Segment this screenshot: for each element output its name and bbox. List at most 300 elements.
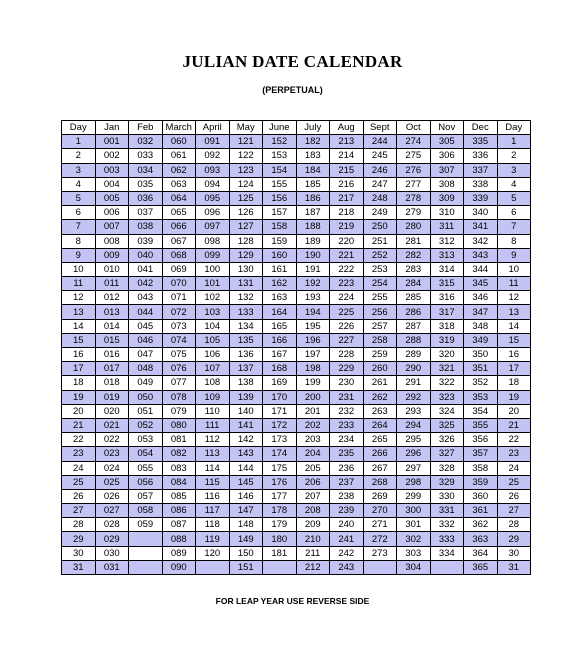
julian-day-cell: 324 <box>430 404 464 418</box>
julian-day-cell: 323 <box>430 390 464 404</box>
julian-day-cell: 165 <box>263 319 297 333</box>
julian-day-cell: 016 <box>95 348 129 362</box>
julian-day-cell: 080 <box>162 418 196 432</box>
julian-day-cell: 203 <box>296 433 330 447</box>
day-cell: 3 <box>497 163 531 177</box>
julian-day-cell: 309 <box>430 191 464 205</box>
julian-day-cell: 139 <box>229 390 263 404</box>
julian-day-cell: 347 <box>464 305 498 319</box>
table-row <box>62 277 531 291</box>
julian-day-cell: 219 <box>330 220 364 234</box>
julian-day-cell: 244 <box>363 135 397 149</box>
julian-day-cell: 200 <box>296 390 330 404</box>
julian-day-cell: 327 <box>430 447 464 461</box>
julian-day-cell: 283 <box>397 262 431 276</box>
julian-day-cell: 286 <box>397 305 431 319</box>
julian-day-cell: 176 <box>263 475 297 489</box>
julian-day-cell: 168 <box>263 362 297 376</box>
day-cell: 31 <box>62 560 96 574</box>
julian-day-cell <box>129 560 163 574</box>
julian-day-cell: 241 <box>330 532 364 546</box>
julian-day-cell: 132 <box>229 291 263 305</box>
day-cell: 9 <box>62 248 96 262</box>
julian-day-cell: 082 <box>162 447 196 461</box>
julian-day-cell: 364 <box>464 546 498 560</box>
julian-day-cell: 135 <box>229 333 263 347</box>
julian-day-cell: 298 <box>397 475 431 489</box>
column-header: Aug <box>330 121 364 135</box>
julian-day-cell: 015 <box>95 333 129 347</box>
day-cell: 17 <box>62 362 96 376</box>
julian-day-cell: 024 <box>95 461 129 475</box>
julian-day-cell: 077 <box>162 376 196 390</box>
julian-day-cell: 073 <box>162 319 196 333</box>
julian-day-cell: 121 <box>229 135 263 149</box>
julian-day-cell: 152 <box>263 135 297 149</box>
julian-day-cell: 164 <box>263 305 297 319</box>
julian-day-cell: 028 <box>95 518 129 532</box>
day-cell: 18 <box>497 376 531 390</box>
julian-day-cell: 210 <box>296 532 330 546</box>
julian-day-cell: 242 <box>330 546 364 560</box>
julian-day-cell: 316 <box>430 291 464 305</box>
julian-day-cell: 127 <box>229 220 263 234</box>
julian-day-cell: 182 <box>296 135 330 149</box>
julian-day-cell: 194 <box>296 305 330 319</box>
julian-day-cell: 173 <box>263 433 297 447</box>
julian-day-cell: 119 <box>196 532 230 546</box>
julian-day-cell: 017 <box>95 362 129 376</box>
julian-day-cell: 340 <box>464 206 498 220</box>
julian-day-cell: 267 <box>363 461 397 475</box>
calendar-subtitle: (PERPETUAL) <box>262 85 323 95</box>
julian-day-cell: 161 <box>263 262 297 276</box>
julian-day-cell: 207 <box>296 489 330 503</box>
julian-day-cell: 151 <box>229 560 263 574</box>
day-cell: 5 <box>62 191 96 205</box>
julian-day-cell: 013 <box>95 305 129 319</box>
julian-day-cell: 002 <box>95 149 129 163</box>
julian-day-cell: 266 <box>363 447 397 461</box>
julian-day-cell: 036 <box>129 191 163 205</box>
julian-day-cell: 193 <box>296 291 330 305</box>
julian-day-cell: 112 <box>196 433 230 447</box>
julian-day-cell: 349 <box>464 333 498 347</box>
julian-day-cell: 130 <box>229 262 263 276</box>
julian-day-cell: 156 <box>263 191 297 205</box>
day-cell: 22 <box>497 433 531 447</box>
day-cell: 6 <box>62 206 96 220</box>
julian-day-cell: 292 <box>397 390 431 404</box>
julian-day-cell: 269 <box>363 489 397 503</box>
julian-day-cell: 062 <box>162 163 196 177</box>
julian-day-cell: 354 <box>464 404 498 418</box>
julian-day-cell: 288 <box>397 333 431 347</box>
julian-day-cell: 021 <box>95 418 129 432</box>
julian-day-cell: 333 <box>430 532 464 546</box>
julian-day-cell: 134 <box>229 319 263 333</box>
julian-day-cell: 297 <box>397 461 431 475</box>
table-row <box>62 560 531 574</box>
julian-day-cell: 189 <box>296 234 330 248</box>
day-cell: 10 <box>497 262 531 276</box>
table-row <box>62 404 531 418</box>
julian-day-cell: 240 <box>330 518 364 532</box>
julian-day-cell: 227 <box>330 333 364 347</box>
julian-day-cell: 056 <box>129 475 163 489</box>
julian-day-cell: 157 <box>263 206 297 220</box>
day-cell: 16 <box>62 348 96 362</box>
julian-day-cell: 129 <box>229 248 263 262</box>
julian-day-cell: 184 <box>296 163 330 177</box>
julian-day-cell: 006 <box>95 206 129 220</box>
julian-day-cell: 175 <box>263 461 297 475</box>
table-row <box>62 191 531 205</box>
day-cell: 21 <box>497 418 531 432</box>
julian-day-cell: 105 <box>196 333 230 347</box>
day-cell: 18 <box>62 376 96 390</box>
column-header: March <box>162 121 196 135</box>
julian-day-cell: 041 <box>129 262 163 276</box>
julian-day-cell: 123 <box>229 163 263 177</box>
day-cell: 23 <box>497 447 531 461</box>
julian-day-cell: 067 <box>162 234 196 248</box>
julian-day-cell: 191 <box>296 262 330 276</box>
julian-day-cell: 329 <box>430 475 464 489</box>
julian-day-cell: 229 <box>330 362 364 376</box>
day-cell: 12 <box>497 291 531 305</box>
table-row <box>62 433 531 447</box>
julian-day-cell: 361 <box>464 504 498 518</box>
table-row <box>62 305 531 319</box>
julian-day-cell: 246 <box>363 163 397 177</box>
julian-day-cell: 012 <box>95 291 129 305</box>
julian-day-cell: 131 <box>229 277 263 291</box>
julian-day-cell: 033 <box>129 149 163 163</box>
julian-day-cell: 248 <box>363 191 397 205</box>
julian-day-cell: 313 <box>430 248 464 262</box>
julian-day-cell: 128 <box>229 234 263 248</box>
julian-day-cell: 049 <box>129 376 163 390</box>
julian-date-table <box>61 120 531 575</box>
julian-day-cell: 201 <box>296 404 330 418</box>
julian-day-cell: 257 <box>363 319 397 333</box>
table-row <box>62 532 531 546</box>
julian-day-cell: 345 <box>464 277 498 291</box>
table-row <box>62 163 531 177</box>
julian-day-cell: 348 <box>464 319 498 333</box>
day-cell: 9 <box>497 248 531 262</box>
julian-day-cell: 039 <box>129 234 163 248</box>
julian-day-cell: 277 <box>397 177 431 191</box>
julian-day-cell: 275 <box>397 149 431 163</box>
day-cell: 30 <box>62 546 96 560</box>
julian-day-cell: 029 <box>95 532 129 546</box>
julian-day-cell: 199 <box>296 376 330 390</box>
julian-day-cell: 263 <box>363 404 397 418</box>
julian-day-cell: 299 <box>397 489 431 503</box>
julian-day-cell: 094 <box>196 177 230 191</box>
julian-day-cell: 003 <box>95 163 129 177</box>
day-cell: 2 <box>497 149 531 163</box>
column-header: Feb <box>129 121 163 135</box>
julian-day-cell: 074 <box>162 333 196 347</box>
julian-day-cell: 234 <box>330 433 364 447</box>
column-header: Jan <box>95 121 129 135</box>
day-cell: 1 <box>497 135 531 149</box>
julian-day-cell: 117 <box>196 504 230 518</box>
julian-day-cell: 183 <box>296 149 330 163</box>
julian-day-cell: 108 <box>196 376 230 390</box>
julian-day-cell: 169 <box>263 376 297 390</box>
julian-day-cell: 325 <box>430 418 464 432</box>
julian-day-cell: 071 <box>162 291 196 305</box>
julian-day-cell: 231 <box>330 390 364 404</box>
julian-day-cell: 308 <box>430 177 464 191</box>
julian-day-cell: 307 <box>430 163 464 177</box>
julian-day-cell: 045 <box>129 319 163 333</box>
julian-day-cell: 154 <box>263 163 297 177</box>
julian-day-cell: 163 <box>263 291 297 305</box>
julian-day-cell: 019 <box>95 390 129 404</box>
julian-day-cell: 138 <box>229 376 263 390</box>
julian-day-cell: 060 <box>162 135 196 149</box>
table-row <box>62 376 531 390</box>
julian-day-cell: 007 <box>95 220 129 234</box>
julian-day-cell: 150 <box>229 546 263 560</box>
table-row <box>62 489 531 503</box>
julian-day-cell: 111 <box>196 418 230 432</box>
julian-day-cell: 215 <box>330 163 364 177</box>
julian-day-cell: 271 <box>363 518 397 532</box>
julian-day-cell: 072 <box>162 305 196 319</box>
julian-day-cell: 106 <box>196 348 230 362</box>
day-cell: 29 <box>497 532 531 546</box>
julian-day-cell: 322 <box>430 376 464 390</box>
day-cell: 19 <box>497 390 531 404</box>
julian-day-cell: 212 <box>296 560 330 574</box>
julian-day-cell: 147 <box>229 504 263 518</box>
day-cell: 23 <box>62 447 96 461</box>
julian-day-cell: 300 <box>397 504 431 518</box>
julian-day-cell: 274 <box>397 135 431 149</box>
day-cell: 7 <box>497 220 531 234</box>
julian-day-cell: 312 <box>430 234 464 248</box>
table-row <box>62 518 531 532</box>
julian-day-cell: 120 <box>196 546 230 560</box>
julian-day-cell: 315 <box>430 277 464 291</box>
column-header: May <box>229 121 263 135</box>
julian-day-cell: 032 <box>129 135 163 149</box>
julian-day-cell: 306 <box>430 149 464 163</box>
julian-day-cell: 110 <box>196 404 230 418</box>
julian-day-cell: 133 <box>229 305 263 319</box>
table-row <box>62 546 531 560</box>
julian-day-cell: 090 <box>162 560 196 574</box>
julian-day-cell: 172 <box>263 418 297 432</box>
day-cell: 8 <box>62 234 96 248</box>
julian-day-cell: 034 <box>129 163 163 177</box>
julian-day-cell: 255 <box>363 291 397 305</box>
julian-day-cell: 256 <box>363 305 397 319</box>
julian-day-cell: 213 <box>330 135 364 149</box>
julian-day-cell: 053 <box>129 433 163 447</box>
julian-day-cell: 197 <box>296 348 330 362</box>
julian-day-cell: 357 <box>464 447 498 461</box>
julian-day-cell: 020 <box>95 404 129 418</box>
julian-day-cell: 351 <box>464 362 498 376</box>
julian-day-cell: 048 <box>129 362 163 376</box>
julian-day-cell: 079 <box>162 404 196 418</box>
column-header: Day <box>497 121 531 135</box>
julian-day-cell: 250 <box>363 220 397 234</box>
julian-day-cell: 247 <box>363 177 397 191</box>
calendar-title: JULIAN DATE CALENDAR <box>182 52 403 71</box>
julian-day-cell: 097 <box>196 220 230 234</box>
julian-day-cell: 289 <box>397 348 431 362</box>
julian-day-cell: 009 <box>95 248 129 262</box>
julian-day-cell: 026 <box>95 489 129 503</box>
julian-day-cell: 237 <box>330 475 364 489</box>
julian-day-cell <box>430 560 464 574</box>
julian-day-cell: 174 <box>263 447 297 461</box>
julian-day-cell: 023 <box>95 447 129 461</box>
julian-day-cell: 319 <box>430 333 464 347</box>
julian-day-cell <box>263 560 297 574</box>
julian-day-cell: 040 <box>129 248 163 262</box>
julian-day-cell: 004 <box>95 177 129 191</box>
julian-day-cell: 091 <box>196 135 230 149</box>
day-cell: 15 <box>497 333 531 347</box>
julian-day-cell: 124 <box>229 177 263 191</box>
julian-day-cell: 341 <box>464 220 498 234</box>
julian-day-cell: 350 <box>464 348 498 362</box>
column-header: June <box>263 121 297 135</box>
julian-day-cell: 343 <box>464 248 498 262</box>
table-body <box>62 135 531 575</box>
julian-day-cell: 116 <box>196 489 230 503</box>
julian-day-cell: 122 <box>229 149 263 163</box>
julian-day-cell: 202 <box>296 418 330 432</box>
julian-day-cell: 155 <box>263 177 297 191</box>
julian-day-cell: 195 <box>296 319 330 333</box>
day-cell: 28 <box>497 518 531 532</box>
julian-day-cell <box>363 560 397 574</box>
julian-day-cell: 311 <box>430 220 464 234</box>
julian-day-cell: 285 <box>397 291 431 305</box>
julian-day-cell: 254 <box>363 277 397 291</box>
julian-day-cell: 332 <box>430 518 464 532</box>
julian-day-cell: 206 <box>296 475 330 489</box>
julian-day-cell <box>129 546 163 560</box>
julian-day-cell: 230 <box>330 376 364 390</box>
julian-day-cell: 310 <box>430 206 464 220</box>
day-cell: 14 <box>497 319 531 333</box>
julian-day-cell: 225 <box>330 305 364 319</box>
julian-day-cell: 190 <box>296 248 330 262</box>
julian-day-cell: 125 <box>229 191 263 205</box>
julian-day-cell: 187 <box>296 206 330 220</box>
day-cell: 10 <box>62 262 96 276</box>
julian-day-cell: 235 <box>330 447 364 461</box>
julian-day-cell: 179 <box>263 518 297 532</box>
julian-day-cell: 222 <box>330 262 364 276</box>
julian-day-cell: 344 <box>464 262 498 276</box>
julian-day-cell: 148 <box>229 518 263 532</box>
day-cell: 27 <box>497 504 531 518</box>
table-row <box>62 319 531 333</box>
day-cell: 26 <box>497 489 531 503</box>
julian-day-cell: 085 <box>162 489 196 503</box>
julian-day-cell: 083 <box>162 461 196 475</box>
julian-day-cell: 063 <box>162 177 196 191</box>
table-row <box>62 291 531 305</box>
julian-day-cell: 342 <box>464 234 498 248</box>
julian-day-cell: 109 <box>196 390 230 404</box>
table-row <box>62 234 531 248</box>
julian-day-cell: 328 <box>430 461 464 475</box>
julian-day-cell: 336 <box>464 149 498 163</box>
julian-day-cell: 360 <box>464 489 498 503</box>
day-cell: 4 <box>497 177 531 191</box>
day-cell: 16 <box>497 348 531 362</box>
day-cell: 30 <box>497 546 531 560</box>
julian-day-cell: 037 <box>129 206 163 220</box>
julian-day-cell: 178 <box>263 504 297 518</box>
julian-day-cell: 100 <box>196 262 230 276</box>
julian-day-cell: 196 <box>296 333 330 347</box>
leap-year-note: FOR LEAP YEAR USE REVERSE SIDE <box>215 596 370 606</box>
julian-day-cell: 052 <box>129 418 163 432</box>
julian-day-cell: 057 <box>129 489 163 503</box>
julian-day-cell: 261 <box>363 376 397 390</box>
julian-day-cell: 265 <box>363 433 397 447</box>
julian-day-cell: 025 <box>95 475 129 489</box>
julian-day-cell: 027 <box>95 504 129 518</box>
table-row <box>62 504 531 518</box>
julian-day-cell: 359 <box>464 475 498 489</box>
julian-day-cell: 253 <box>363 262 397 276</box>
julian-day-cell: 296 <box>397 447 431 461</box>
day-cell: 8 <box>497 234 531 248</box>
day-cell: 24 <box>497 461 531 475</box>
julian-day-cell: 160 <box>263 248 297 262</box>
day-cell: 21 <box>62 418 96 432</box>
julian-day-cell: 226 <box>330 319 364 333</box>
julian-day-cell: 276 <box>397 163 431 177</box>
julian-day-cell: 162 <box>263 277 297 291</box>
day-cell: 20 <box>497 404 531 418</box>
julian-day-cell: 180 <box>263 532 297 546</box>
julian-day-cell: 050 <box>129 390 163 404</box>
day-cell: 11 <box>497 277 531 291</box>
julian-day-cell: 058 <box>129 504 163 518</box>
julian-day-cell: 192 <box>296 277 330 291</box>
julian-day-cell: 290 <box>397 362 431 376</box>
julian-day-cell: 103 <box>196 305 230 319</box>
julian-day-cell: 228 <box>330 348 364 362</box>
julian-day-cell: 181 <box>263 546 297 560</box>
julian-day-cell: 293 <box>397 404 431 418</box>
julian-day-cell: 046 <box>129 333 163 347</box>
julian-day-cell: 335 <box>464 135 498 149</box>
day-cell: 13 <box>62 305 96 319</box>
julian-day-cell: 166 <box>263 333 297 347</box>
julian-day-cell: 167 <box>263 348 297 362</box>
julian-day-cell: 011 <box>95 277 129 291</box>
julian-day-cell: 216 <box>330 177 364 191</box>
julian-day-cell: 022 <box>95 433 129 447</box>
